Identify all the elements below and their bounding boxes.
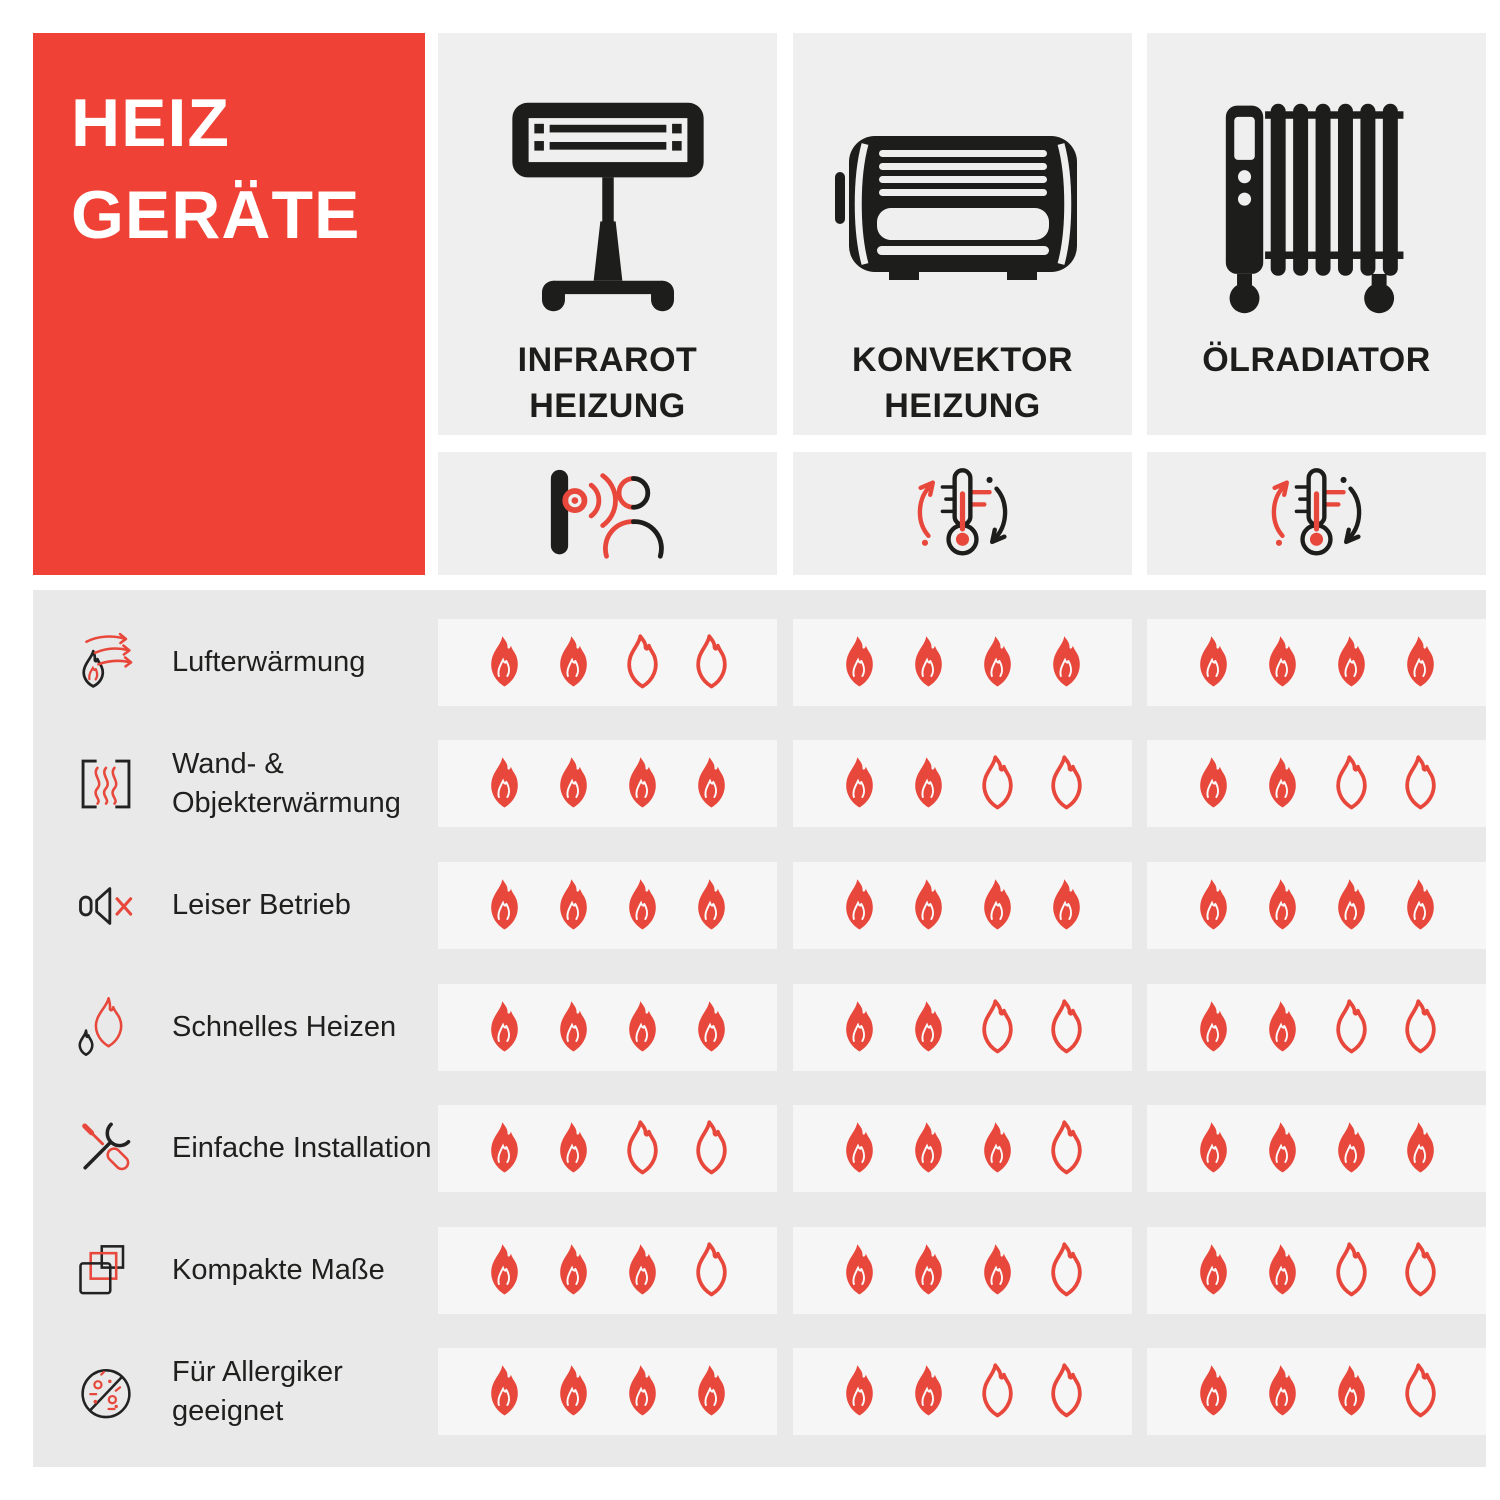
mechanism-panel-konvektor	[793, 452, 1132, 575]
flame-filled-icon	[1191, 634, 1236, 691]
flame-filled-icon	[906, 1242, 951, 1299]
flame-outline-icon	[1044, 1363, 1089, 1420]
feature-row-header	[72, 619, 365, 706]
flame-filled-icon	[1044, 877, 1089, 934]
flame-filled-icon	[906, 999, 951, 1056]
page-title-line-1: HEIZ	[71, 85, 230, 161]
feature-label	[172, 886, 351, 925]
flame-outline-icon	[1044, 755, 1089, 812]
rating-cell-infrarot	[438, 1105, 777, 1192]
feature-label	[172, 1353, 343, 1431]
flame-filled-icon	[1191, 755, 1236, 812]
flame-filled-icon	[837, 877, 882, 934]
flame-outline-icon	[1329, 755, 1374, 812]
flame-filled-icon	[482, 877, 527, 934]
flame-filled-icon	[551, 755, 596, 812]
mechanism-panel-oelradiator	[1147, 452, 1486, 575]
allergy-friendly-icon	[72, 1358, 140, 1426]
rating-cell-oelradiator	[1147, 862, 1486, 949]
flame-outline-icon	[1398, 1363, 1443, 1420]
feature-label-line: Objekterwärmung	[172, 786, 401, 819]
product-icon-area	[498, 79, 718, 337]
column-title-konvektor	[852, 337, 1073, 429]
column-title-oelradiator	[1202, 337, 1431, 383]
feature-label-line: Wand- &	[172, 747, 284, 780]
flame-outline-icon	[1044, 1242, 1089, 1299]
page-title-line-2: GERÄTE	[71, 177, 361, 254]
feature-label-line: Einfache Installation	[172, 1132, 432, 1164]
flame-filled-icon	[1260, 1242, 1305, 1299]
flame-filled-icon	[551, 877, 596, 934]
quiet-operation-icon	[72, 872, 140, 940]
feature-label-line: Schnelles Heizen	[172, 1011, 397, 1043]
flame-filled-icon	[837, 755, 882, 812]
column-title-line: KONVEKTOR	[851, 341, 1074, 379]
flame-filled-icon	[1191, 1363, 1236, 1420]
flame-outline-icon	[1329, 999, 1374, 1056]
flame-filled-icon	[482, 634, 527, 691]
flame-filled-icon	[906, 877, 951, 934]
flame-filled-icon	[551, 999, 596, 1056]
column-title-line: HEIZUNG	[884, 387, 1041, 425]
flame-filled-icon	[1191, 1120, 1236, 1177]
feature-row-header	[72, 984, 396, 1071]
feature-row-header	[72, 1348, 343, 1435]
flame-filled-icon	[837, 634, 882, 691]
column-header-konvektor	[793, 33, 1132, 435]
flame-filled-icon	[975, 1242, 1020, 1299]
convection-heat-icon	[1254, 466, 1379, 562]
flame-outline-icon	[1329, 1242, 1374, 1299]
rating-cell-infrarot	[438, 862, 777, 949]
flame-outline-icon	[1044, 999, 1089, 1056]
flame-filled-icon	[1260, 877, 1305, 934]
flame-filled-icon	[689, 755, 734, 812]
flame-outline-icon	[620, 634, 665, 691]
flame-filled-icon	[620, 755, 665, 812]
mechanism-panel-infrarot	[438, 452, 777, 575]
rating-cell-infrarot	[438, 619, 777, 706]
flame-outline-icon	[975, 1363, 1020, 1420]
flame-outline-icon	[689, 1242, 734, 1299]
column-title-line: HEIZUNG	[529, 387, 686, 425]
flame-filled-icon	[1044, 634, 1089, 691]
flame-filled-icon	[482, 999, 527, 1056]
flame-filled-icon	[1329, 1363, 1374, 1420]
flame-filled-icon	[551, 1363, 596, 1420]
flame-filled-icon	[1191, 1242, 1236, 1299]
feature-row-header	[72, 1105, 432, 1192]
flame-filled-icon	[1329, 877, 1374, 934]
feature-label-line: Lufterwärmung	[172, 646, 366, 678]
flame-filled-icon	[482, 1363, 527, 1420]
flame-filled-icon	[1398, 1120, 1443, 1177]
product-icon-area	[833, 79, 1093, 337]
title-card	[33, 33, 425, 575]
flame-filled-icon	[906, 1120, 951, 1177]
flame-outline-icon	[975, 755, 1020, 812]
flame-filled-icon	[975, 1120, 1020, 1177]
feature-label-line: Für Allergiker	[172, 1355, 343, 1388]
flame-filled-icon	[975, 634, 1020, 691]
feature-label-line: Leiser Betrieb	[172, 889, 351, 921]
column-title-line: INFRAROT	[517, 341, 698, 379]
infrared-heater-icon	[498, 93, 718, 323]
flame-filled-icon	[1398, 877, 1443, 934]
air-warming-icon	[72, 629, 140, 697]
flame-filled-icon	[689, 999, 734, 1056]
column-header-oelradiator	[1147, 33, 1486, 435]
rating-cell-konvektor	[793, 862, 1132, 949]
flame-outline-icon	[975, 999, 1020, 1056]
flame-filled-icon	[620, 1242, 665, 1299]
flame-filled-icon	[482, 755, 527, 812]
feature-label	[172, 643, 365, 682]
feature-row-header	[72, 1227, 385, 1314]
feature-row-header	[72, 862, 351, 949]
flame-filled-icon	[1329, 634, 1374, 691]
feature-label	[172, 745, 401, 823]
rating-cell-konvektor	[793, 1348, 1132, 1435]
flame-outline-icon	[689, 634, 734, 691]
flame-filled-icon	[837, 999, 882, 1056]
rating-cell-infrarot	[438, 1227, 777, 1314]
flame-outline-icon	[620, 1120, 665, 1177]
flame-filled-icon	[482, 1120, 527, 1177]
flame-filled-icon	[1191, 999, 1236, 1056]
feature-label-line: Kompakte Maße	[172, 1254, 385, 1286]
convection-heat-icon	[900, 466, 1025, 562]
feature-label	[172, 1008, 396, 1047]
easy-installation-icon	[72, 1115, 140, 1183]
flame-filled-icon	[1329, 1120, 1374, 1177]
flame-filled-icon	[482, 1242, 527, 1299]
column-title-infrarot	[518, 337, 698, 429]
flame-filled-icon	[689, 1363, 734, 1420]
flame-filled-icon	[837, 1120, 882, 1177]
flame-outline-icon	[1398, 755, 1443, 812]
rating-cell-konvektor	[793, 1227, 1132, 1314]
flame-filled-icon	[620, 877, 665, 934]
rating-cell-infrarot	[438, 984, 777, 1071]
flame-filled-icon	[551, 1242, 596, 1299]
product-icon-area	[1209, 79, 1424, 337]
rating-cell-oelradiator	[1147, 619, 1486, 706]
flame-filled-icon	[975, 877, 1020, 934]
flame-filled-icon	[837, 1363, 882, 1420]
rating-cell-konvektor	[793, 1105, 1132, 1192]
rating-cell-infrarot	[438, 740, 777, 827]
rating-cell-oelradiator	[1147, 1348, 1486, 1435]
column-title-line: ÖLRADIATOR	[1202, 341, 1431, 379]
fast-heating-icon	[72, 994, 140, 1062]
flame-filled-icon	[620, 999, 665, 1056]
rating-cell-oelradiator	[1147, 984, 1486, 1071]
flame-filled-icon	[1260, 1120, 1305, 1177]
rating-cell-oelradiator	[1147, 1105, 1486, 1192]
flame-filled-icon	[620, 1363, 665, 1420]
radiant-heat-icon	[545, 466, 670, 562]
rating-cell-oelradiator	[1147, 1227, 1486, 1314]
flame-filled-icon	[837, 1242, 882, 1299]
convector-heater-icon	[833, 132, 1093, 284]
flame-filled-icon	[1260, 755, 1305, 812]
compact-size-icon	[72, 1237, 140, 1305]
flame-outline-icon	[1398, 999, 1443, 1056]
page-title	[33, 33, 425, 262]
flame-filled-icon	[906, 755, 951, 812]
flame-outline-icon	[1398, 1242, 1443, 1299]
flame-filled-icon	[906, 634, 951, 691]
flame-filled-icon	[551, 1120, 596, 1177]
rating-cell-konvektor	[793, 619, 1132, 706]
flame-filled-icon	[906, 1363, 951, 1420]
flame-outline-icon	[689, 1120, 734, 1177]
flame-filled-icon	[1260, 1363, 1305, 1420]
flame-filled-icon	[1398, 634, 1443, 691]
column-header-infrarot	[438, 33, 777, 435]
flame-outline-icon	[1044, 1120, 1089, 1177]
rating-cell-infrarot	[438, 1348, 777, 1435]
flame-filled-icon	[1191, 877, 1236, 934]
flame-filled-icon	[551, 634, 596, 691]
flame-filled-icon	[689, 877, 734, 934]
wall-object-warming-icon	[72, 750, 140, 818]
feature-label	[172, 1251, 385, 1290]
feature-row-header	[72, 740, 401, 827]
rating-cell-konvektor	[793, 984, 1132, 1071]
feature-label-line: geeignet	[172, 1394, 284, 1427]
flame-filled-icon	[1260, 999, 1305, 1056]
flame-filled-icon	[1260, 634, 1305, 691]
feature-label	[172, 1129, 432, 1168]
rating-cell-konvektor	[793, 740, 1132, 827]
oil-radiator-icon	[1209, 96, 1424, 321]
rating-cell-oelradiator	[1147, 740, 1486, 827]
